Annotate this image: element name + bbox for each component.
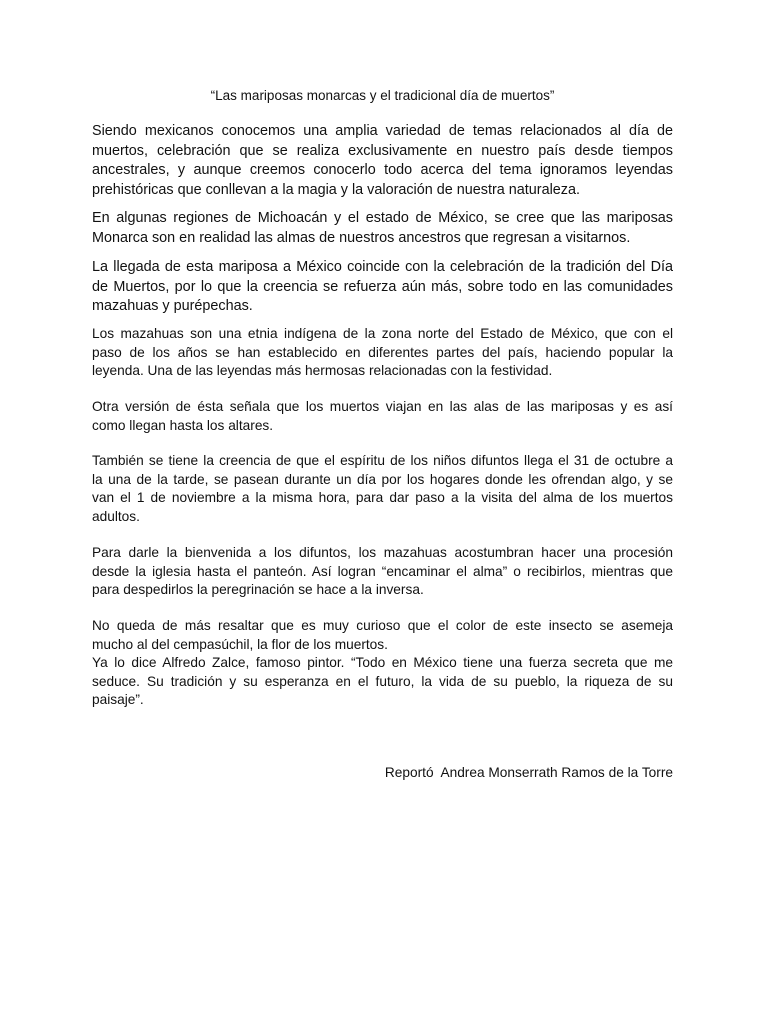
paragraph-4-line-2: paso de los años se han establecido en diferentes partes del país, haciendo popular la [92,344,673,360]
paragraph-3-line-1: La llegada de esta mariposa a México coincide con la celebración de la tradición del Día [92,259,673,275]
paragraph-3 [92,258,673,317]
paragraph-6-line-1: También se tiene la creencia de que el espíritu de los niños difuntos llega el 31 de octubre a [92,453,673,468]
reporter-signature: Reportó Andrea Monserrath Ramos de la Torre [384,765,673,780]
paragraph-1-line-2: muertos, celebración que se realiza exclusivamente en nuestro país desde tiempos [92,142,673,159]
paragraph-1-line-3: ancestrales, y aunque creemos conocerlo todo acerca del tema ignoramos leyendas [92,162,673,178]
paragraph-1-line-1: Siendo mexicanos conocemos una amplia variedad de temas relacionados al día de [92,123,673,139]
paragraph-7-line-3: para despedirlos la peregrinación se hace a la inversa. [92,582,424,597]
paragraph-3-line-2: de Muertos, por lo que la creencia se refuerza aún más, sobre todo en las comunidades [92,278,673,295]
paragraph-9-line-1: Ya lo dice Alfredo Zalce, famoso pintor. “Todo en México tiene una fuerza secreta que me [92,655,673,670]
paragraph-4-line-1: Los mazahuas son una etnia indígena de la zona norte del Estado de México, que con el [92,326,673,341]
paragraph-9 [92,654,673,710]
paragraph-6-line-3: van el 1 de noviembre a la misma hora, para dar paso a la visita del alma de los muertos [92,490,673,505]
paragraph-2-line-2: Monarca son en realidad las almas de nuestros ancestros que regresan a visitarnos. [92,229,631,246]
paragraph-9-line-3: paisaje”. [92,692,144,707]
paragraph-8 [92,617,673,654]
paragraph-4-line-3: leyenda. Una de las leyendas más hermosas relacionadas con la festividad. [92,363,553,378]
paragraph-2-line-1: En algunas regiones de Michoacán y el estado de México, se cree que las mariposas [92,210,673,226]
paragraph-2 [92,209,673,248]
paragraph-6-line-4: adultos. [92,508,140,524]
paragraph-5-line-2: como llegan hasta los altares. [92,417,274,433]
paragraph-6 [92,452,673,526]
paragraph-7-line-1: Para darle la bienvenida a los difuntos, los mazahuas acostumbran hacer una procesión [92,545,673,560]
paragraph-3-line-3: mazahuas y purépechas. [92,298,253,314]
paragraph-7-line-2: desde la iglesia hasta el panteón. Así logran “encaminar el alma” o recibirlos, mientras que [92,563,673,579]
paragraph-1-line-4: prehistóricas que conllevan a la magia y la valoración de nuestra naturaleza. [92,181,580,198]
paragraph-7 [92,544,673,600]
paragraph-5 [92,398,673,435]
paragraph-9-line-2: seduce. Su tradición y su esperanza en el futuro, la vida de su pueblo, la riqueza de su [92,673,673,689]
paragraph-6-line-2: la una de la tarde, se pasean durante un día por los hogares donde les ofrendan algo, y se [92,471,673,487]
paragraph-1 [92,122,673,200]
paragraph-8-line-1: No queda de más resaltar que es muy curioso que el color de este insecto se asemeja [92,618,673,633]
paragraph-4 [92,325,673,381]
document-title: “Las mariposas monarcas y el tradicional día de muertos” [210,88,555,103]
paragraph-5-line-1: Otra versión de ésta señala que los muertos viajan en las alas de las mariposas y es así [92,399,673,414]
paragraph-8-line-2: mucho al del cempasúchil, la flor de los muertos. [92,636,388,652]
